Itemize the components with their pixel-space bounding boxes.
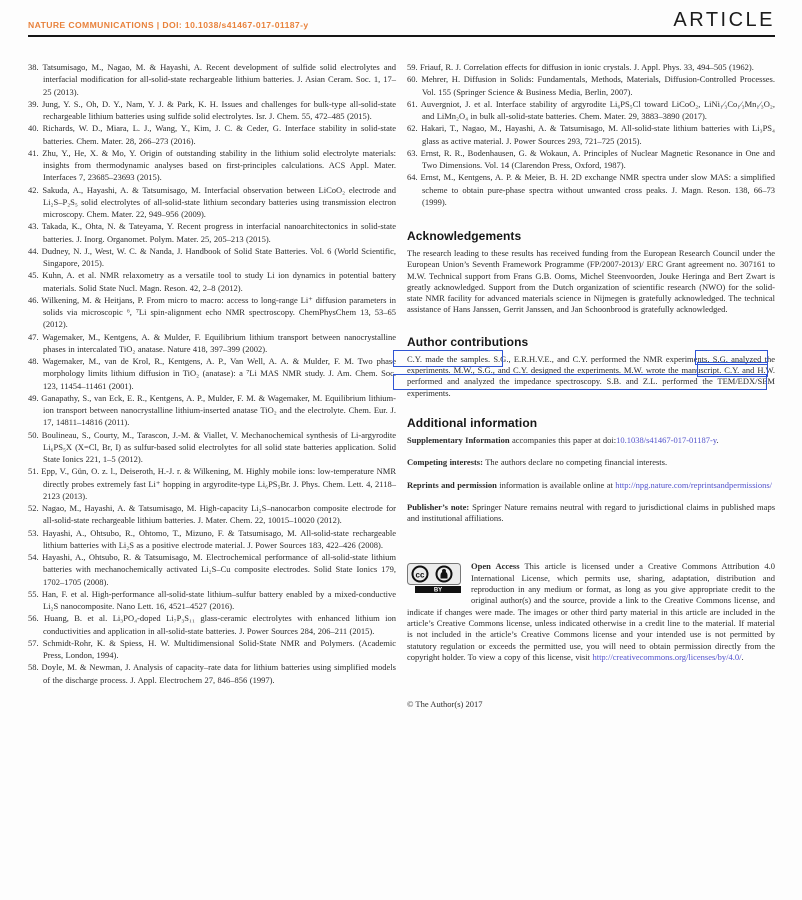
reference-item: 62. Hakari, T., Nagao, M., Hayashi, A. & Tatsumisago, M. All-solid-state lithium batteries with Li₃PS₄ glass as active material. J. Power Sources 293, 721–725 (2015). <box>407 123 775 146</box>
acknowledgements-section <box>407 229 775 316</box>
reference-item: 63. Ernst, R. R., Bodenhausen, G. & Wokaun, A. Principles of Nuclear Magnetic Resonance in One and Two Dimensions. Vol. 14 (Clarendon Press, Oxford, 1987). <box>407 147 775 170</box>
journal-doi-line: NATURE COMMUNICATIONS | DOI: 10.1038/s41467-017-01187-y <box>28 20 309 30</box>
supplementary-doi-link[interactable]: 10.1038/s41467-017-01187-y <box>616 434 717 445</box>
creative-commons-link[interactable]: http://creativecommons.org/licenses/by/4.0/ <box>592 651 742 662</box>
competing-text: The authors declare no competing financial interests. <box>482 457 668 468</box>
reference-item: 55. Han, F. et al. High-performance all-solid-state lithium–sulfur battery enabled by a mixed-conductive Li₂S nanocomposite. Nano Lett. 16, 4521–4527 (2016). <box>28 588 396 611</box>
reference-item: 38. Tatsumisago, M., Nagao, M. & Hayashi, A. Recent development of sulfide solid electrolytes and interfacial modification for all-solid-state rechargeable lithium batteries. J. Asian Ceram. Soc. 1, 17–25 (2013). <box>28 62 396 97</box>
competing-interests-line <box>407 457 775 468</box>
reference-item: 50. Boulineau, S., Courty, M., Tarascon, J.-M. & Viallet, V. Mechanochemical synthesis of Li-argyrodite Li₆PS₅X (X=Cl, Br, I) as sulfur-based solid electrolytes for all solid state batteries application. Solid State Ionics 221, 1–5 (2012). <box>28 429 396 464</box>
reference-item: 58. Doyle, M. & Newman, J. Analysis of capacity–rate data for lithium batteries using simplified models of the discharge process. J. Appl. Electrochem 27, 846–856 (1997). <box>28 662 396 685</box>
reference-item: 41. Zhu, Y., He, X. & Mo, Y. Origin of outstanding stability in the lithium solid electrolyte materials: insights from thermodynamic analyses based on first-principles calculations. ACS Appl. Mater. Interfaces 7, 23685–23693 (2015). <box>28 147 396 183</box>
copyright-line: © The Author(s) 2017 <box>407 699 483 710</box>
publishers-note-lead: Publisher’s note: <box>407 501 470 512</box>
supplementary-end: . <box>716 434 719 445</box>
cc-letters: cc <box>415 570 425 580</box>
reference-item: 64. Ernst, M., Kentgens, A. P. & Meier, B. H. 2D exchange NMR spectra under slow MAS: a simplified scheme to obtain pure-phase spectra without unwanted cross peaks. J. Magn. Reson. 138, 66–73 (1999). <box>407 172 775 207</box>
reference-item: 48. Wagemaker, M., van de Krol, R., Kentgens, A. P., Van Well, A. A. & Mulder, F. M. Two phase morphology limits lithium diffusion in TiO₂ (anatase): a ⁷Li MAS NMR study. J. Am. Chem. Soc. 123, 11454–11461 (2001). <box>28 356 396 391</box>
reprints-line <box>407 480 775 491</box>
references-column-left <box>28 61 396 718</box>
reference-item: 47. Wagemaker, M., Kentgens, A. & Mulder, F. Equilibrium lithium transport between nanocrystalline phases in intercalated TiO₂ anatase. Nature 418, 397–399 (2002). <box>28 331 396 354</box>
open-access-section <box>407 561 775 663</box>
reference-item: 46. Wilkening, M. & Heitjans, P. From micro to macro: access to long-range Li⁺ diffusion parameters in solids via microscopic ⁶, ⁷Li spin-alignment echo NMR spectroscopy. ChemPhysChem 13, 53–65 (2012). <box>28 294 396 330</box>
supplementary-lead: Supplementary Information <box>407 434 510 445</box>
article-type-label: ARTICLE <box>673 9 775 31</box>
page-header <box>28 10 775 37</box>
reference-item: 42. Sakuda, A., Hayashi, A. & Tatsumisago, M. Interfacial observation between LiCoO₂ electrode and Li₂S–P₂S₅ solid electrolytes of all-solid-state lithium secondary batteries using transmission electron microscopy. Chem. Mater. 22, 949–956 (2009). <box>28 184 396 219</box>
cc-by-letters: BY <box>433 588 443 594</box>
references-list-right <box>407 61 775 208</box>
reference-item: 44. Dudney, N. J., West, W. C. & Nanda, J. Handbook of Solid State Batteries. Vol. 6 (World Scientific, Singapore, 2015). <box>28 245 396 268</box>
reference-item: 53. Hayashi, A., Ohtsubo, R., Ohtomo, T., Mizuno, F. & Tatsumisago, M. All-solid-state rechargeable lithium batteries with Li₂S as a positive electrode material. J. Power Sources 183, 422–426 (2008). <box>28 527 396 550</box>
author-contributions-text: C.Y. made the samples. S.G., E.R.H.V.E., and C.Y. performed the NMR experiments. S.G. analyzed the experiments. M.W., S.G., and C.Y. designed the experiments. M.W. wrote the manuscript. C.Y. and H.W. performed and analyzed the impedance spectroscopy. S.B. and Z.L. performed the TEM/EDX/SEM experiments. <box>407 353 775 398</box>
additional-information-heading: Additional information <box>407 415 538 430</box>
reference-item: 59. Friauf, R. J. Correlation effects for diffusion in ionic crystals. J. Appl. Phys. 33, 494–505 (1962). <box>407 62 754 72</box>
reference-item: 49. Ganapathy, S., van Eck, E. R., Kentgens, A. P., Mulder, F. M. & Wagemaker, M. Equilibrium lithium-ion transport between nanocrystalline lithium-inserted anatase TiO₂ and the electrolyte. Chem. Eur. J. 17, 14811–14816 (2011). <box>28 392 396 428</box>
reference-item: 45. Kuhn, A. et al. NMR relaxometry as a versatile tool to study Li ion dynamics in potential battery materials. Solid State Nucl. Magn. Reson. 42, 2–8 (2012). <box>28 270 396 293</box>
supplementary-text: accompanies this paper at doi: <box>509 434 617 445</box>
open-access-body: This article is licensed under a Creative Commons Attribution 4.0 International License, which permits use, sharing, adaptation, distribution and reproduction in any medium or format, as long as you give appropriate credit to the original author(s) and the source, provide a link to the Creative Commons license, and indicate if changes were made. The images or other third party material in this article are included in the article’s Creative Commons license, unless indicated otherwise in a credit line to the material. If material is not included in the article’s Creative Commons license and your intended use is not permitted by statutory regulation or exceeds the permitted use, you will need to obtain permission directly from the copyright holder. To view a copy of this license, visit <box>407 561 775 662</box>
reference-item: 51. Epp, V., Gün, O. z. l., Deiseroth, H.-J. r. & Wilkening, M. Highly mobile ions: low-temperature NMR directly probes extremely fast Li⁺ hopping in argyrodite-type Li₆PS₅Br. J. Phys. Chem. Lett. 4, 2118–2123 (2013). <box>28 466 396 501</box>
references-column-right <box>407 61 775 718</box>
cc-by-badge-icon <box>407 563 461 593</box>
acknowledgements-heading: Acknowledgements <box>407 229 522 243</box>
reference-item: 43. Takada, K., Ohta, N. & Tateyama, Y. Recent progress in interfacial nanoarchitectonics in solid-state batteries. J. Inorg. Organomet. Polym. Mater. 25, 205–213 (2015). <box>28 221 396 244</box>
reference-item: 61. Auvergniot, J. et al. Interface stability of argyrodite Li₆PS₅Cl toward LiCoO₂, LiNi₁⁄₃Co₁⁄₃Mn₁⁄₃O₂, and LiMn₂O₄ in bulk all-solid-state batteries. Chem. Mater. 29, 3883–3890 (2017). <box>407 98 775 121</box>
publishers-note-text: Springer Nature remains neutral with regard to jurisdictional claims in published maps and institutional affiliations. <box>407 501 776 524</box>
author-contributions-section <box>407 335 775 399</box>
reference-item: 57. Schmidt-Rohr, K. & Spiess, H. W. Multidimensional Solid-State NMR and Polymers. (Academic Press, London, 1994). <box>28 637 396 660</box>
open-access-lead: Open Access <box>471 561 520 572</box>
acknowledgements-text: The research leading to these results has received funding from the European Research Council under the European Union’s Seventh Framework Programme (FP/2007-2013)/ ERC Grant agreement no. 307161 to M.W. Technical support from Frans G.B. Ooms, Michel Steenvoorden, Jouke Heringa and Bert Zwart is greatly acknowledged. Support from the Dutch organization of scientific research (NWO) for the solid-state NMR facility for advanced materials science in Nijmegen is gratefully acknowledged. The technical assistance of Hans Janssen, Gerrit Janssen, and Jan Schoonbrood is gratefully acknowledged. <box>407 248 775 315</box>
reference-item: 52. Nagao, M., Hayashi, A. & Tatsumisago, M. High-capacity Li₂S–nanocarbon composite electrode for all-solid-state rechargeable lithium batteries. J. Mater. Chem. 22, 10015–10020 (2012). <box>28 503 396 526</box>
publishers-note-line <box>407 502 775 525</box>
open-access-text <box>407 561 775 663</box>
reprints-link[interactable]: http://npg.nature.com/reprintsandpermissions/ <box>615 479 773 490</box>
reprints-text: information is available online at <box>496 479 616 490</box>
author-contributions-heading: Author contributions <box>407 334 529 349</box>
reference-item: 60. Mehrer, H. Diffusion in Solids: Fundamentals, Methods, Materials, Diffusion-Controlled Processes. Vol. 155 (Springer Science & Business Media, Berlin, 2007). <box>407 74 775 97</box>
open-access-end: . <box>741 651 744 662</box>
reference-item: 56. Huang, B. et al. Li₃PO₄-doped Li₇P₃S₁₁ glass-ceramic electrolytes with enhanced lithium ion conductivities and application in all-solid-state batteries. J. Power Sources 284, 206–211 (2015). <box>28 613 396 636</box>
reference-item: 39. Jung, Y. S., Oh, D. Y., Nam, Y. J. & Park, K. H. Issues and challenges for bulk-type all-solid-state rechargeable lithium batteries using sulfide solid electrolytes. Isr. J. Chem. 55, 472–485 (2015). <box>28 98 396 121</box>
reference-item: 40. Richards, W. D., Miara, L. J., Wang, Y., Kim, J. C. & Ceder, G. Interface stability in solid-state batteries. Chem. Mater. 28, 266–273 (2016). <box>28 123 396 146</box>
supplementary-information-line <box>407 435 775 446</box>
reprints-lead: Reprints and permission <box>407 479 497 490</box>
reference-item: 54. Hayashi, A., Ohtsubo, R. & Tatsumisago, M. Electrochemical performance of all-solid-state lithium batteries with mechanochemically activated Li₂S–Cu composite electrodes. Solid State Ionics 179, 1702–1705 (2008). <box>28 552 396 587</box>
additional-information-section <box>407 416 775 524</box>
competing-lead: Competing interests: <box>407 457 483 468</box>
two-column-body <box>28 61 775 718</box>
